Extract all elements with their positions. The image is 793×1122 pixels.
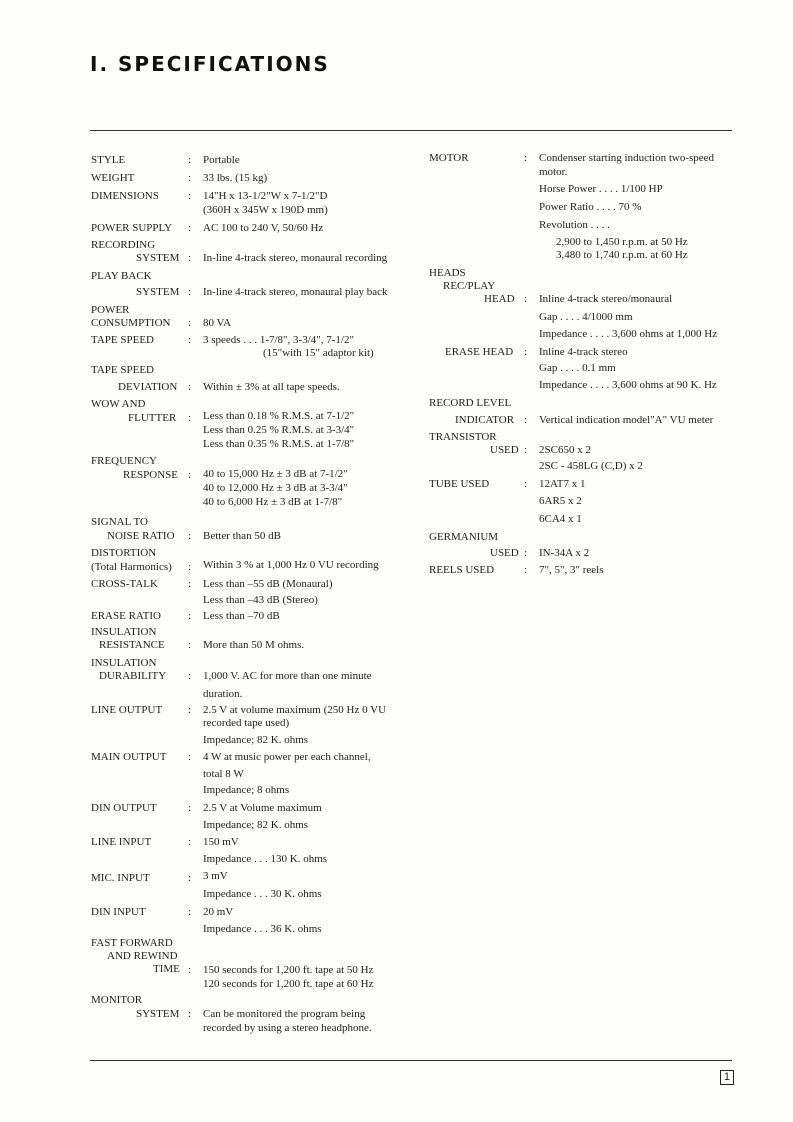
spec-value: Inline 4-track stereo/monaural	[539, 293, 673, 305]
spec-label: TUBE USED	[429, 478, 490, 490]
spec-value: Impedance; 82 K. ohms	[203, 819, 309, 831]
spec-label: LINE OUTPUT	[91, 704, 163, 716]
spec-value: 40 to 15,000 Hz ± 3 dB at 7-1/2"	[203, 468, 348, 480]
top-divider	[90, 130, 732, 131]
separator: :	[188, 222, 192, 234]
spec-value: 20 mV	[203, 906, 234, 918]
separator: :	[188, 964, 192, 976]
spec-value: duration.	[203, 688, 243, 700]
spec-value: 2.5 V at Volume maximum	[203, 802, 322, 814]
spec-value: 6CA4 x 1	[539, 513, 582, 525]
spec-value: 80 VA	[203, 317, 232, 329]
spec-value: 3 mV	[203, 870, 228, 882]
spec-label: SYSTEM	[136, 252, 180, 264]
spec-value: AC 100 to 240 V, 50/60 Hz	[203, 222, 324, 234]
spec-label: HEAD	[484, 293, 515, 305]
separator: :	[188, 610, 192, 622]
spec-label: FAST FORWARD	[91, 937, 173, 949]
spec-value: 2SC650 x 2	[539, 444, 591, 456]
spec-value: 40 to 12,000 Hz ± 3 dB at 3-3/4"	[203, 482, 348, 494]
spec-label: RECORD LEVEL	[429, 397, 512, 409]
separator: :	[524, 152, 528, 164]
spec-value: In-line 4-track stereo, monaural play back	[203, 286, 388, 298]
page-title: I. SPECIFICATIONS	[90, 52, 330, 76]
spec-value: 40 to 6,000 Hz ± 3 dB at 1-7/8"	[203, 496, 343, 508]
spec-label: WOW AND	[91, 398, 146, 410]
spec-label: INDICATOR	[455, 414, 515, 426]
spec-label: INSULATION	[91, 626, 157, 638]
separator: :	[188, 317, 192, 329]
separator: :	[188, 670, 192, 682]
spec-value: IN-34A x 2	[539, 547, 590, 559]
separator: :	[188, 561, 192, 573]
spec-value: Less than –70 dB	[203, 610, 280, 622]
spec-value: Less than 0.25 % R.M.S. at 3-3/4"	[203, 424, 355, 436]
spec-value: Impedance . . . 130 K. ohms	[203, 853, 328, 865]
spec-label: ERASE HEAD	[445, 346, 514, 358]
separator: :	[524, 293, 528, 305]
spec-value: Impedance; 8 ohms	[203, 784, 290, 796]
spec-value: Power Ratio . . . . 70 %	[539, 201, 642, 213]
spec-label: TIME	[153, 963, 180, 975]
separator: :	[188, 906, 192, 918]
spec-label: MAIN OUTPUT	[91, 751, 167, 763]
spec-value: Inline 4-track stereo	[539, 346, 628, 358]
spec-label: REELS USED	[429, 564, 495, 576]
spec-value: (15"with 15" adaptor kit)	[263, 347, 374, 359]
spec-label: WEIGHT	[91, 172, 135, 184]
spec-value: Horse Power . . . . 1/100 HP	[539, 183, 663, 195]
spec-value: Better than 50 dB	[203, 530, 281, 542]
spec-value: 3 speeds . . . 1-7/8", 3-3/4", 7-1/2"	[203, 334, 354, 346]
spec-value: Impedance . . . 36 K. ohms	[203, 923, 322, 935]
spec-label: SYSTEM	[136, 286, 180, 298]
spec-label: REC/PLAY	[443, 280, 496, 292]
separator: :	[188, 1008, 192, 1020]
spec-value: More than 50 M ohms.	[203, 639, 305, 651]
spec-value: 2.5 V at volume maximum (250 Hz 0 VU	[203, 704, 387, 716]
spec-label: (Total Harmonics)	[91, 561, 172, 573]
spec-value: 150 seconds for 1,200 ft. tape at 50 Hz	[203, 964, 374, 976]
spec-label: FLUTTER	[128, 412, 177, 424]
spec-value: Impedance . . . . 3,600 ohms at 90 K. Hz	[539, 379, 717, 391]
spec-value: 2,900 to 1,450 r.p.m. at 50 Hz	[556, 236, 688, 248]
spec-value: Condenser starting induction two-speed	[539, 152, 715, 164]
separator: :	[188, 751, 192, 763]
separator: :	[188, 530, 192, 542]
spec-label: AND REWIND	[107, 950, 178, 962]
spec-label: PLAY BACK	[91, 270, 152, 282]
separator: :	[188, 836, 192, 848]
spec-label: DURABILITY	[99, 670, 167, 682]
separator: :	[524, 414, 528, 426]
spec-value: Can be monitored the program being	[203, 1008, 366, 1020]
spec-label: LINE INPUT	[91, 836, 152, 848]
spec-label: USED	[490, 547, 519, 559]
separator: :	[188, 872, 192, 884]
spec-label: SIGNAL TO	[91, 516, 148, 528]
spec-value: 150 mV	[203, 836, 239, 848]
spec-value: Impedance; 82 K. ohms	[203, 734, 309, 746]
separator: :	[524, 346, 528, 358]
spec-value: Within 3 % at 1,000 Hz 0 VU recording	[203, 559, 379, 571]
spec-label: STYLE	[91, 154, 126, 166]
separator: :	[188, 704, 192, 716]
separator: :	[524, 478, 528, 490]
spec-label: RESISTANCE	[99, 639, 165, 651]
spec-label: DIMENSIONS	[91, 190, 159, 202]
spec-label: ERASE RATIO	[91, 610, 161, 622]
separator: :	[188, 578, 192, 590]
spec-label: MONITOR	[91, 994, 143, 1006]
spec-value: Less than –55 dB (Monaural)	[203, 578, 333, 590]
spec-label: TRANSISTOR	[429, 431, 497, 443]
spec-value: 4 W at music power per each channel,	[203, 751, 371, 763]
spec-value: 1,000 V. AC for more than one minute	[203, 670, 372, 682]
separator: :	[188, 469, 192, 481]
spec-value: recorded by using a stereo headphone.	[203, 1022, 372, 1034]
separator: :	[188, 286, 192, 298]
separator: :	[188, 802, 192, 814]
spec-label: DEVIATION	[118, 381, 178, 393]
spec-value: Less than 0.35 % R.M.S. at 1-7/8"	[203, 438, 355, 450]
spec-label: INSULATION	[91, 657, 157, 669]
separator: :	[188, 639, 192, 651]
spec-value: 14"H x 13-1/2"W x 7-1/2"D	[203, 190, 328, 202]
spec-value: 7", 5", 3" reels	[539, 564, 604, 576]
bottom-divider	[90, 1060, 732, 1061]
spec-label: TAPE SPEED	[91, 334, 154, 346]
spec-value: Impedance . . . . 3,600 ohms at 1,000 Hz	[539, 328, 718, 340]
spec-value: In-line 4-track stereo, monaural recording	[203, 252, 388, 264]
spec-label: RESPONSE	[123, 469, 179, 481]
spec-value: Gap . . . . 0.1 mm	[539, 362, 616, 374]
spec-label: USED	[490, 444, 519, 456]
spec-value: Vertical indication model"A" VU meter	[539, 414, 714, 426]
separator: :	[188, 252, 192, 264]
spec-value: Less than –43 dB (Stereo)	[203, 594, 318, 606]
spec-value: recorded tape used)	[203, 717, 290, 729]
spec-value: Revolution . . . .	[539, 219, 610, 231]
spec-value: 2SC - 458LG (C,D) x 2	[539, 460, 643, 472]
separator: :	[188, 334, 192, 346]
spec-value: 33 lbs. (15 kg)	[203, 172, 268, 184]
spec-value: (360H x 345W x 190D mm)	[203, 204, 328, 216]
spec-value: Impedance . . . 30 K. ohms	[203, 888, 322, 900]
spec-label: NOISE RATIO	[107, 530, 175, 542]
spec-label: POWER SUPPLY	[91, 222, 173, 234]
spec-label: FREQUENCY	[91, 455, 158, 467]
spec-value: 6AR5 x 2	[539, 495, 582, 507]
spec-label: HEADS	[429, 267, 466, 279]
separator: :	[188, 154, 192, 166]
spec-label: CONSUMPTION	[91, 317, 171, 329]
spec-value: total 8 W	[203, 768, 244, 780]
spec-label: CROSS-TALK	[91, 578, 158, 590]
spec-label: DIN INPUT	[91, 906, 146, 918]
separator: :	[188, 190, 192, 202]
spec-value: Within ± 3% at all tape speeds.	[203, 381, 340, 393]
separator: :	[188, 381, 192, 393]
spec-value: Less than 0.18 % R.M.S. at 7-1/2"	[203, 410, 355, 422]
separator: :	[188, 172, 192, 184]
spec-label: MIC. INPUT	[91, 872, 150, 884]
spec-label: RECORDING	[91, 239, 156, 251]
spec-label: TAPE SPEED	[91, 364, 154, 376]
spec-label: MOTOR	[429, 152, 469, 164]
separator: :	[524, 564, 528, 576]
separator: :	[524, 547, 528, 559]
spec-value: Portable	[203, 154, 240, 166]
spec-value: motor.	[539, 166, 568, 178]
spec-label: GERMANIUM	[429, 531, 499, 543]
spec-value: 12AT7 x 1	[539, 478, 586, 490]
spec-label: DISTORTION	[91, 547, 157, 559]
page-number: 1	[720, 1070, 734, 1085]
spec-value: Gap . . . . 4/1000 mm	[539, 311, 633, 323]
separator: :	[188, 412, 192, 424]
spec-value: 3,480 to 1,740 r.p.m. at 60 Hz	[556, 249, 688, 261]
spec-label: SYSTEM	[136, 1008, 180, 1020]
separator: :	[524, 444, 528, 456]
spec-value: 120 seconds for 1,200 ft. tape at 60 Hz	[203, 978, 374, 990]
spec-label: DIN OUTPUT	[91, 802, 157, 814]
spec-label: POWER	[91, 304, 130, 316]
